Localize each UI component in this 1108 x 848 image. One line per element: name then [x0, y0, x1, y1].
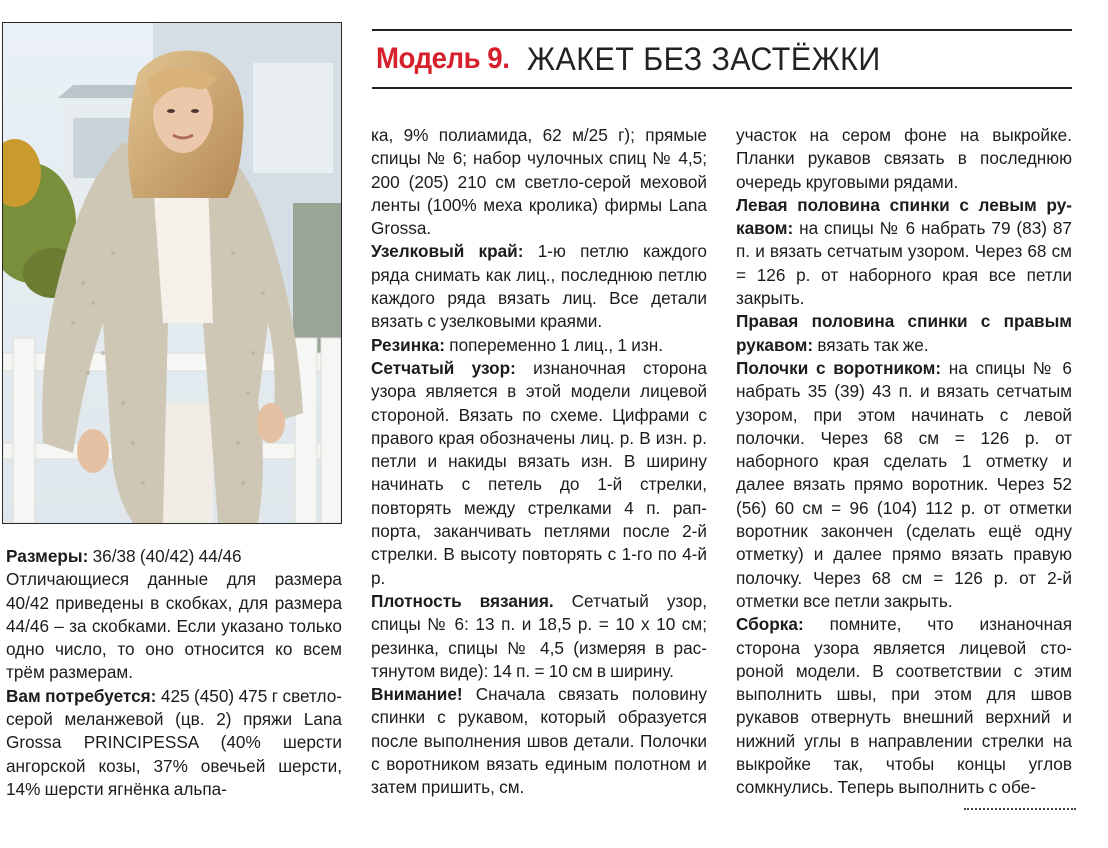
right-back-paragraph — [736, 310, 1072, 357]
rib-text: попеременно 1 лиц., 1 изн. — [444, 334, 664, 355]
attention-continued: участок на сером фоне на выкройке. Планки рукавов связать в последнюю очередь круговыми рядами. — [736, 125, 1072, 192]
materials-label: Вам потребуется: — [6, 685, 157, 706]
materials-paragraph — [6, 685, 342, 801]
gauge-text: Сетчатый узор, спицы № 6: 13 п. и 18,5 р. = 10 х 10 см; резинка, спицы № 4,5 (измеряя в растянутом виде): 14 п. = 10 см в ширину. — [371, 590, 708, 681]
fronts-text: на спицы № 6 набрать 35 (39) 43 п. и вязать сетчатым узором, при этом начинать с левой полочки. Через 68 см = 126 р. от наборного края сделать 1 отметку и далее вязать прямо воротник. Через 52 (56) 60 см = 96 (104) 112 р. от отметки воротник закончен (сделать ещё одну отметку) и далее прямо вязать правую полочку. Через 68 см = 126 р. от 2-й отметки все петли закрыть. — [736, 357, 1072, 611]
text-column-3 — [736, 124, 1072, 800]
attention-paragraph — [371, 683, 707, 799]
sizes-note: Отличающиеся данные для размера 40/42 приведены в скобках, для размера 44/46 – за скобками. Если указано только одно число, то оно относится ко всем трём размерам. — [6, 569, 342, 683]
assembly-paragraph — [736, 613, 1072, 799]
fronts-paragraph — [736, 357, 1072, 613]
mesh-text: изнаночная сторона узора является в этой модели лицевой стороной. Вязать по схеме. Цифрами с правого края обозначены лиц. р. В изн. р. петли и накиды вязать изн. В ширину начинать с петель до 1-й стрелки, повторять между стрелками 4 п. раппорта, заканчивать петлями после 2-й стрелки. В высоту повторять с 1-го по 4-й р. — [371, 357, 707, 588]
materials-text: 425 (450) 475 г светло-серой меланжевой (цв. 2) пряжи Lana Grossa PRINCIPESSA (40% шерсти ангорской козы, 37% овечьей шерсти, 14% шерсти ягнёнка альпа- — [6, 685, 343, 799]
materials-continued: ка, 9% полиамида, 62 м/25 г); прямые спицы № 6; набор чулочных спиц № 4,5; 200 (205) 210 см светло-серой меховой ленты (100% меха кролика) фирмы Lana Grossa. — [371, 125, 707, 239]
sizes-paragraph — [6, 545, 342, 568]
article-header — [372, 29, 1072, 89]
sizes-label: Размеры: — [6, 546, 89, 566]
model-photo-woman-in-cardigan-icon — [3, 23, 341, 523]
rib-label: Резинка: — [371, 334, 445, 355]
left-back-paragraph — [736, 194, 1072, 310]
sizes-text: 36/38 (40/42) 44/46 — [88, 546, 242, 566]
edge-paragraph — [371, 240, 707, 333]
rib-paragraph — [371, 334, 707, 357]
edge-text: 1-ю петлю каждого ряда снимать как лиц., последнюю петлю каждого ряда вязать лиц. Все детали вязать с узелковыми краями. — [371, 241, 707, 332]
fronts-label: Полочки с воротником: — [736, 357, 942, 378]
right-back-label: Правая половина спинки с правым рукавом: — [736, 311, 1072, 355]
assembly-label: Сборка: — [736, 614, 804, 635]
article-title: ЖАКЕТ БЕЗ ЗАСТЁЖКИ — [527, 40, 881, 77]
left-back-label: Левая половина спинки с левым рукавом: — [736, 194, 1072, 239]
mesh-label: Сетчатый узор: — [371, 357, 516, 378]
text-column-1 — [6, 545, 342, 801]
attention-text: Сначала связать половину спинки с рукавом, который образуется после выполнения швов детали. Полочки с воротником вязать единым полотном и затем пришить, см. — [371, 684, 707, 798]
left-back-text: на спицы № 6 набрать 79 (83) 87 п. и вязать сетчатым узором. Через 68 см = 126 р. от наборного края все петли закрыть. — [736, 218, 1072, 309]
edge-label: Узелковый край: — [371, 241, 524, 262]
mesh-paragraph — [371, 357, 707, 590]
model-number: Модель 9. — [376, 42, 510, 75]
attention-label: Внимание! — [371, 684, 463, 705]
continuation-dots — [964, 808, 1076, 812]
text-column-2 — [371, 124, 707, 800]
right-back-text: вязать так же. — [813, 334, 929, 355]
model-photo — [2, 22, 342, 524]
gauge-label: Плотность вязания. — [371, 590, 554, 611]
gauge-paragraph — [371, 590, 707, 683]
assembly-text: помните, что изнаночная сторона узора является лицевой стороной модели. В соответствии с этим выполнить швы, при этом для швов рукавов отвернуть внешний верхний и нижний углы в направлении стрелки на выкройке так, чтобы концы углов сомкнулись. Теперь выполнить с обе- — [736, 614, 1072, 798]
